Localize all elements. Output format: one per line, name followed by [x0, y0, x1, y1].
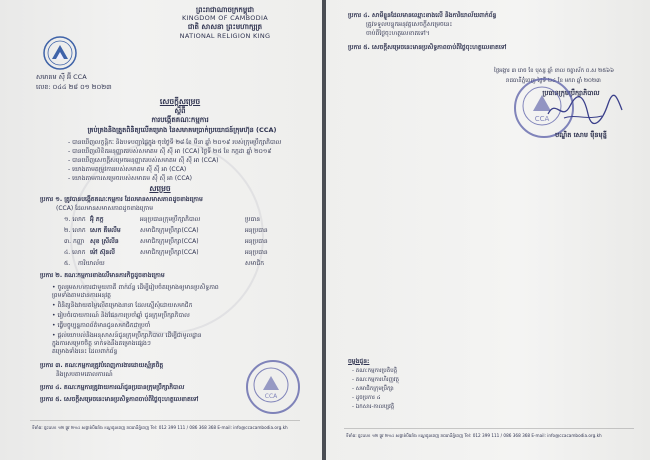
duty-bullet-5b: ក្នុងការសម្រេចចិត្ត ទាក់ទងនឹងគម្រោងផ្សេងៗ — [52, 340, 151, 347]
committee-long-title: គ្រប់គ្រងនិងត្រួតពិនិត្យលើគម្រោង នៃសមាគមប្រាក់ប្រយោជន៍ក្រុមហ៊ុន (CCA) — [87, 126, 277, 134]
org-name: សមាគម ស៊ី អ៊ី CCA — [36, 73, 87, 81]
recipient-3: - សមាជិកក្រុមប្រឹក្សា — [352, 386, 394, 392]
right-article-4-l2: ត្រូវទទួលបន្ទុកអនុវត្តសេចក្តីសម្រេចនេះ — [366, 21, 453, 28]
decides-heading: សម្រេច — [149, 184, 171, 193]
article-3: ប្រការ ៣. គណៈកម្មការត្រូវបំពេញការងារដោយស្ម័គ្រចិត្ត — [40, 362, 164, 369]
duty-bullet-3: • រៀបចំរបាយការណ៍ និងផែនការប្រចាំឆ្នាំ ជូនក្រុមប្រឹក្សាភិបាល — [52, 312, 190, 319]
duty-bullet-4: • ធ្វើបច្ចុប្បន្នភាពព័ត៌មានជូនសមាជិកជាប្រចាំ — [52, 322, 151, 329]
reference-line-2: - បានឃើញលិខិតអនុញ្ញាតរបស់សមាគម ស៊ី ស៊ី អា (CCA) ថ្ងៃទី ២៥ ខែ កក្កដា ឆ្នាំ ២០១៩ — [68, 148, 272, 155]
official-seal — [246, 360, 300, 414]
member-1-num: ១. លោក — [64, 216, 86, 223]
member-1-position: ប្រធាន — [245, 216, 261, 223]
seal-text: CCA — [534, 115, 550, 123]
reference-line-5: - យោងតាមការសម្រេចរបស់សមាគម ស៊ី ស៊ី អា (CCA) — [68, 175, 192, 182]
duty-bullet-5: • ផ្តល់យោបល់និងអនុសាសន៍ជូនក្រុមប្រឹក្សាភិបាល ដើម្បីជាមូលដ្ឋាន — [52, 332, 202, 339]
member-2-role: សមាជិកក្រុមប្រឹក្សា(CCA) — [140, 227, 199, 234]
recipients-title: ចម្លងជូន: — [348, 358, 370, 365]
signatory-title: ប្រធានក្រុមប្រឹក្សាភិបាល — [542, 89, 600, 97]
member-2-num: ២. លោក — [64, 227, 86, 234]
member-3-num: ៣. កញ្ញា — [64, 238, 85, 245]
date-solar: រាជធានីភ្នំពេញ ថ្ងៃទី ២៤ ខែ មករា ឆ្នាំ ២០២៣ — [506, 78, 601, 84]
member-1-role: អនុប្រធានក្រុមប្រឹក្សាភិបាល — [140, 216, 201, 223]
member-2-name: សេក គឹមលឹម — [90, 227, 121, 234]
member-4-position: អនុប្រធាន — [245, 249, 268, 256]
duty-bullet-2: • ពិនិត្យនិងវាយតម្លៃលើគម្រោងនានា ដែលស្នើសុំដោយសមាជិក — [52, 302, 193, 309]
member-1-name: អ៊ុំ ភក្ដ — [90, 216, 104, 223]
recipient-1: - គណៈកម្មការប្រតិបត្តិ — [352, 368, 398, 374]
footer-contact: ទីតាំង: ផ្ទះលេខ ១២ ផ្លូវ ២១៤ សង្កាត់បឹងរាំង ខណ្ឌដូនពេញ រាជធានីភ្នំពេញ Tel: 012 399 111 / 086 368 368 E-mail: info@ccacambodia.org.kh — [346, 433, 602, 438]
article-2: ប្រការ ២. គណៈកម្មការខាងលើមានភារកិច្ចដូចខាងក្រោម — [40, 272, 165, 279]
member-2-position: អនុប្រធាន — [245, 227, 268, 234]
duty-bullet-1: • ចូលរួមសហការជាមួយភាគី ពាក់ព័ន្ធ ដើម្បីរៀបចំគម្រោងឲ្យមានប្រសិទ្ធភាព — [52, 284, 219, 291]
right-document-page — [326, 0, 650, 460]
reference-line-1: - បានឃើញលក្ខន្តិកៈ និងបទបញ្ជាផ្ទៃក្នុង ចុះថ្ងៃទី ២៨ ខែ មីនា ឆ្នាំ ២០១៩ របស់ក្រុមប្រឹក្សាភិបាល — [68, 139, 282, 146]
kingdom-header-kh: ព្រះរាជាណាចក្រកម្ពុជា — [195, 6, 254, 14]
left-document-page — [0, 0, 322, 460]
date-lunar: ថ្ងៃអង្គារ ៣ រោច ខែ បុស្ស ឆ្នាំ ខាល ចត្វាស័ក ព.ស ២៥៦៦ — [494, 68, 614, 74]
member-4-role: សមាជិកក្រុមប្រឹក្សា(CCA) — [140, 249, 199, 256]
article-1-sub: (CCA) ដែលមានសមាសភាពដូចខាងក្រោម — [56, 205, 154, 212]
member-3-role: សមាជិកក្រុមប្រឹក្សា(CCA) — [140, 238, 199, 245]
article-5: ប្រការ ៥. សេចក្តីសម្រេចនេះមានប្រសិទ្ធភាពចាប់ពីថ្ងៃចុះហត្ថលេខាតទៅ — [40, 396, 199, 403]
reference-line-4: - យោងតាមតម្រូវការរបស់សមាគម ស៊ី ស៊ី អា (CCA) — [68, 166, 187, 173]
committee-title: ការបង្កើតគណៈកម្មការ — [151, 116, 209, 124]
seal-emblem-icon — [246, 360, 296, 410]
motto-kh: ជាតិ សាសនា ព្រះមហាក្សត្រ — [187, 23, 263, 31]
right-article-4: ប្រការ ៤. សាមីខ្លួនដែលមានឈ្មោះខាងលើ និងការិយាល័យពាក់ព័ន្ធ — [348, 12, 497, 19]
kingdom-header-en: KINGDOM OF CAMBODIA — [182, 14, 268, 22]
footer-contact: ទីតាំង: ផ្ទះលេខ ១២ ផ្លូវ ២១៤ សង្កាត់បឹងរាំង ខណ្ឌដូនពេញ រាជធានីភ្នំពេញ Tel: 012 399 111 / 086 368 368 E-mail: info@ccacambodia.org.kh — [32, 425, 288, 430]
reference-line-3: - បានឃើញសេចក្តីសម្រេចអនុញ្ញាតរបស់សមាគម ស៊ី ស៊ី អា (CCA) — [68, 157, 219, 164]
article-3-sub: និងស្របតាមគោលការណ៍ — [56, 371, 113, 378]
cca-logo-icon — [42, 35, 78, 71]
article-4: ប្រការ ៤. គណៈកម្មការត្រូវរាយការណ៍ជូនប្រធានក្រុមប្រឹក្សាភិបាល — [40, 384, 185, 391]
article-1: ប្រការ ១. ត្រូវបានបង្កើតគណៈកម្មការ ដែលមានសមាសភាពដូចខាងក្រោម — [40, 196, 203, 203]
recipient-2: - គណៈកម្មការហិរញ្ញវត្ថុ — [352, 377, 400, 383]
member-4-num: ៤. លោក — [64, 249, 86, 256]
recipient-5: - ឯកសារ-កាលប្បវត្តិ — [352, 404, 395, 410]
decision-title: សេចក្តីសម្រេច — [159, 97, 201, 106]
member-5-position: សមាជិក — [245, 260, 265, 267]
recipient-4: - ដូចប្រការ ៤ — [352, 395, 381, 401]
right-article-4-l3: ចាប់ពីថ្ងៃចុះហត្ថលេខាតទៅ។ — [366, 30, 430, 37]
decision-subtitle: ស្តីពី — [174, 107, 186, 115]
duty-bullet-1b: ព្រមទាំងតាមដានការអនុវត្ត — [52, 292, 111, 299]
member-3-name: សុខ ស្រីលីន — [90, 238, 119, 245]
member-4-name: ម៉ៅ ស៊ុនលី — [90, 249, 115, 256]
duty-bullet-5c: គម្រោងទាំងនេះ ដែលពាក់ព័ន្ធ — [52, 348, 118, 355]
signature-icon — [544, 92, 624, 126]
signer-name: បណ្ឌិត សោម ម៉ឺនមុន្នី — [555, 131, 607, 139]
member-5-num: ៥. — [64, 260, 71, 267]
seal-text: CCA — [264, 393, 278, 400]
member-5-name: ការិយាល័យ — [78, 260, 105, 267]
motto-en: NATIONAL RELIGION KING — [179, 32, 271, 40]
reference-number: លេខ: ០៤៤ ២៨ ០១ ២០២៣ — [36, 83, 112, 91]
member-3-position: អនុប្រធាន — [245, 238, 268, 245]
right-article-5: ប្រការ ៥. សេចក្តីសម្រេចនេះមានប្រសិទ្ធភាពចាប់ពីថ្ងៃចុះហត្ថលេខាតទៅ — [348, 44, 507, 51]
